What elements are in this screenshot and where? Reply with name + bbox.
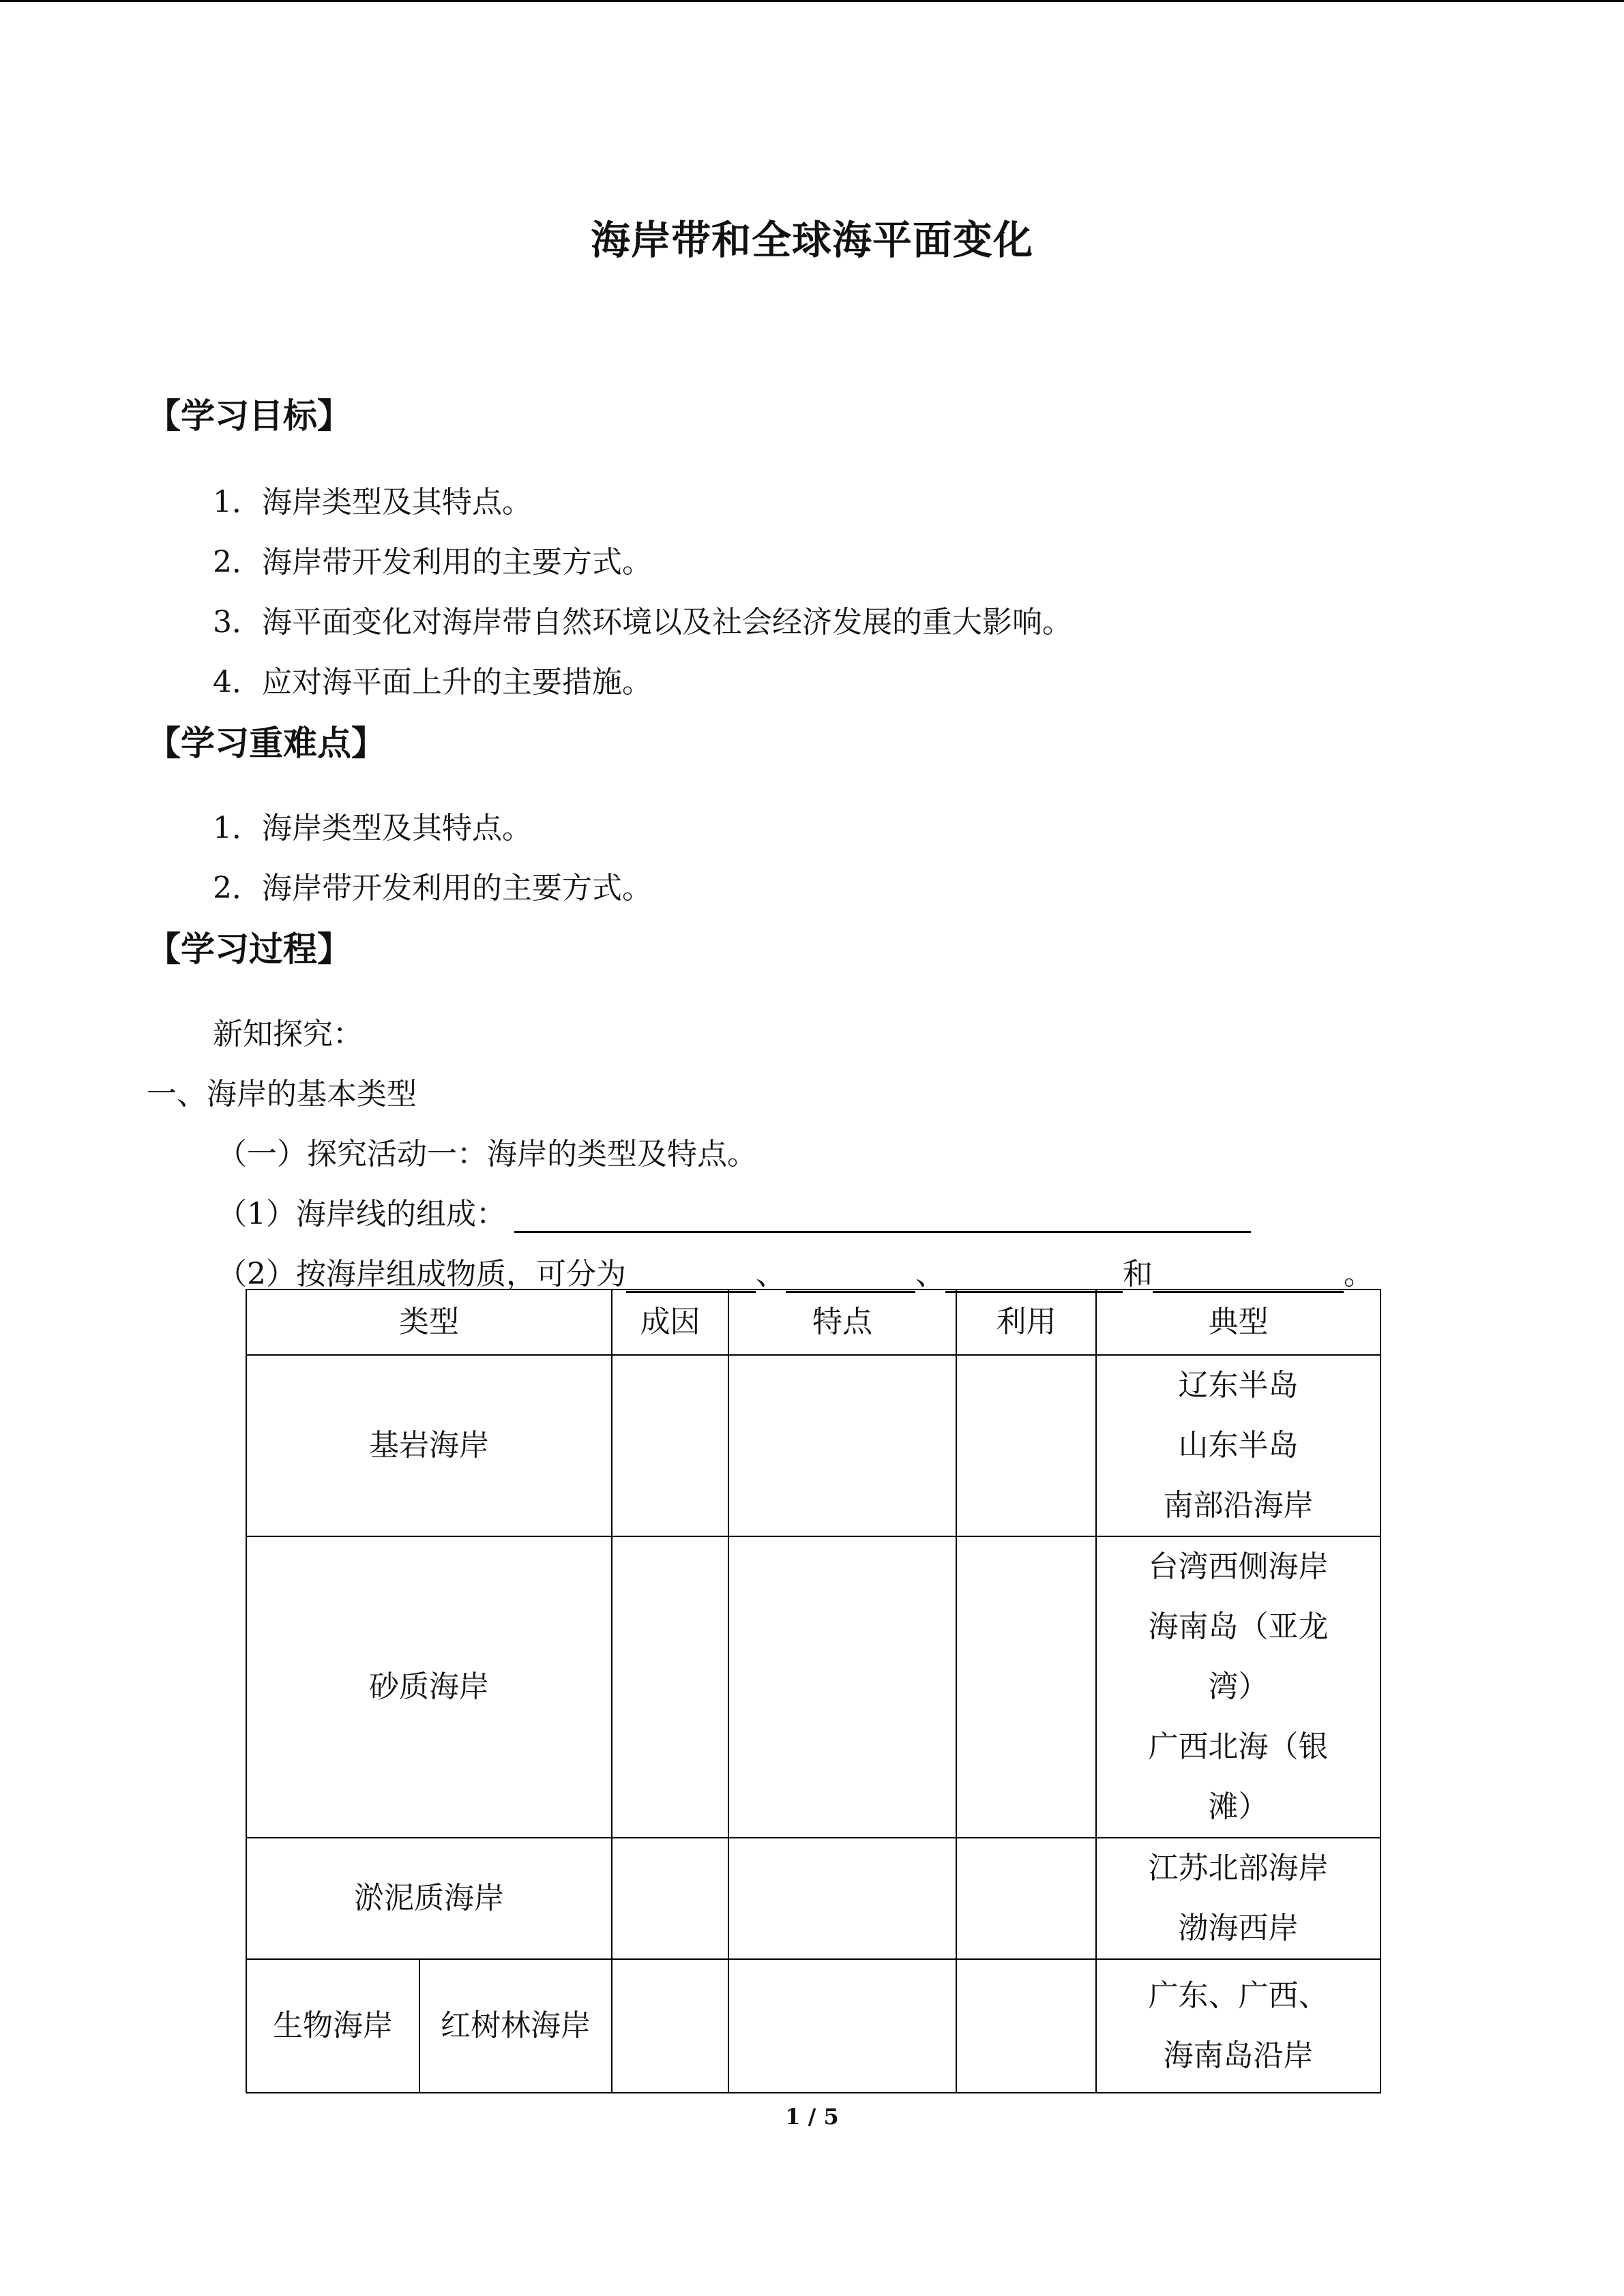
answer-blank-2b[interactable] [786, 1261, 915, 1293]
header-cause: 成因 [612, 1289, 728, 1355]
goal-item-1: 1．海岸类型及其特点。 [213, 485, 532, 520]
header-use: 利用 [956, 1289, 1096, 1355]
example-line: 滩） [1208, 1789, 1269, 1824]
section-goals-heading: 【学习目标】 [147, 396, 351, 436]
feature-cell[interactable] [728, 1355, 956, 1536]
type-cell: 基岩海岸 [246, 1355, 612, 1536]
example-line: 辽东半岛 [1178, 1368, 1299, 1403]
example-cell [1096, 1959, 1381, 2093]
example-cell [1096, 1838, 1381, 1959]
question-2 [217, 1249, 1374, 1293]
table-row [246, 1355, 1381, 1536]
example-line: 广东、广西、 [1148, 1978, 1329, 2013]
use-cell[interactable] [956, 1838, 1096, 1959]
question-1 [217, 1189, 1251, 1233]
cause-cell[interactable] [612, 1536, 728, 1838]
cause-cell[interactable] [612, 1838, 728, 1959]
answer-blank-2a[interactable] [626, 1261, 756, 1293]
example-line: 海南岛（亚龙 [1148, 1609, 1329, 1644]
table-row [246, 1838, 1381, 1959]
subtype-cell: 红树林海岸 [419, 1959, 612, 2093]
example-line: 渤海西岸 [1178, 1911, 1299, 1945]
example-line: 广西北海（银 [1148, 1729, 1329, 1764]
table-row [246, 1536, 1381, 1838]
coast-types-table [246, 1289, 1381, 2093]
key-point-item-2: 2．海岸带开发利用的主要方式。 [213, 871, 652, 906]
use-cell[interactable] [956, 1959, 1096, 2093]
answer-blank-2c[interactable] [945, 1261, 1123, 1293]
separator: 、 [915, 1257, 945, 1292]
example-line: 台湾西侧海岸 [1148, 1549, 1329, 1584]
goal-item-2: 2．海岸带开发利用的主要方式。 [213, 545, 652, 580]
feature-cell[interactable] [728, 1959, 956, 2093]
feature-cell[interactable] [728, 1536, 956, 1838]
cause-cell[interactable] [612, 1959, 728, 2093]
question-1-text: （1）海岸线的组成： [217, 1197, 506, 1232]
feature-cell[interactable] [728, 1838, 956, 1959]
period: 。 [1344, 1257, 1374, 1292]
use-cell[interactable] [956, 1355, 1096, 1536]
conjunction: 和 [1123, 1257, 1153, 1292]
example-line: 湾） [1208, 1669, 1269, 1704]
question-2-text: （2）按海岸组成物质，可分为 [217, 1257, 626, 1292]
header-type: 类型 [246, 1289, 612, 1355]
goal-item-3: 3．海平面变化对海岸带自然环境以及社会经济发展的重大影响。 [213, 605, 1072, 640]
table-header-row [246, 1289, 1381, 1355]
type-cell: 砂质海岸 [246, 1536, 612, 1838]
table-row [246, 1959, 1381, 2093]
process-intro: 新知探究： [213, 1017, 363, 1052]
goal-item-4: 4．应对海平面上升的主要措施。 [213, 665, 652, 700]
section-process-heading: 【学习过程】 [147, 929, 351, 969]
use-cell[interactable] [956, 1536, 1096, 1838]
activity1-heading: （一）探究活动一：海岸的类型及特点。 [217, 1137, 757, 1172]
example-line: 山东半岛 [1178, 1428, 1299, 1463]
part1-heading: 一、海岸的基本类型 [147, 1077, 417, 1112]
header-feature: 特点 [728, 1289, 956, 1355]
example-line: 南部沿海岸 [1163, 1488, 1314, 1523]
example-cell [1096, 1355, 1381, 1536]
section-key-points-heading: 【学习重难点】 [147, 724, 385, 763]
page-number: 1 / 5 [785, 2104, 839, 2130]
cause-cell[interactable] [612, 1355, 728, 1536]
top-border [0, 0, 1624, 2]
key-point-item-1: 1．海岸类型及其特点。 [213, 811, 532, 846]
type-cell: 生物海岸 [246, 1959, 419, 2093]
example-cell [1096, 1536, 1381, 1838]
example-line: 海南岛沿岸 [1163, 2038, 1314, 2073]
answer-blank-1[interactable] [514, 1201, 1251, 1233]
separator: 、 [756, 1257, 786, 1292]
type-cell: 淤泥质海岸 [246, 1838, 612, 1959]
page-title: 海岸带和全球海平面变化 [590, 217, 1033, 263]
header-example: 典型 [1096, 1289, 1381, 1355]
answer-blank-2d[interactable] [1153, 1261, 1344, 1293]
example-line: 江苏北部海岸 [1148, 1851, 1329, 1885]
